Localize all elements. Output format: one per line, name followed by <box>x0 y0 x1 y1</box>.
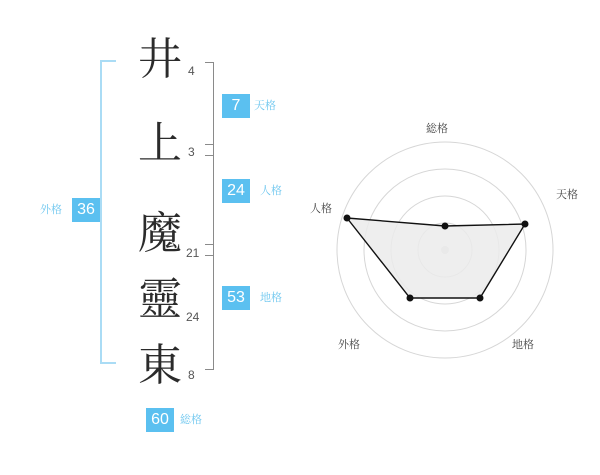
radar-series-area <box>347 218 525 298</box>
axis-label-soukaku: 総格 <box>426 123 448 135</box>
axis-label-tenkaku: 天格 <box>556 189 578 201</box>
bracket-tenkaku <box>205 62 214 156</box>
axis-label-jinkaku: 人格 <box>310 203 332 215</box>
bracket-chikaku <box>205 244 214 370</box>
badge-tenkaku-value: 7 <box>222 94 250 118</box>
outer-bracket <box>100 60 116 364</box>
badge-gaikaku-label: 外格 <box>40 204 62 216</box>
badge-soukaku-label: 総格 <box>180 414 202 426</box>
kanji-3: 魔 <box>138 208 182 259</box>
kanji-5: 東 <box>138 340 182 391</box>
badge-chikaku-value: 53 <box>222 286 250 310</box>
badge-chikaku-label: 地格 <box>260 292 282 304</box>
badge-jinkaku-label: 人格 <box>260 185 282 197</box>
radar-chart-svg <box>300 0 600 470</box>
stroke-count-2: 3 <box>188 145 195 159</box>
badge-gaikaku-value: 36 <box>72 198 100 222</box>
kanji-2: 上 <box>138 118 182 169</box>
kanji-1: 井 <box>138 34 182 85</box>
radar-chart-panel <box>300 0 600 470</box>
axis-label-chikaku: 地格 <box>512 339 534 351</box>
kanji-4: 靈 <box>138 274 182 325</box>
badge-tenkaku-label: 天格 <box>254 100 276 112</box>
stroke-count-1: 4 <box>188 64 195 78</box>
name-stroke-panel <box>0 0 300 470</box>
stroke-count-3: 21 <box>186 246 200 260</box>
bracket-jinkaku <box>205 144 214 256</box>
axis-label-gaikaku: 外格 <box>338 339 360 351</box>
stroke-count-5: 8 <box>188 368 195 382</box>
stroke-count-4: 24 <box>186 310 200 324</box>
badge-soukaku-value: 60 <box>146 408 174 432</box>
badge-jinkaku-value: 24 <box>222 179 250 203</box>
